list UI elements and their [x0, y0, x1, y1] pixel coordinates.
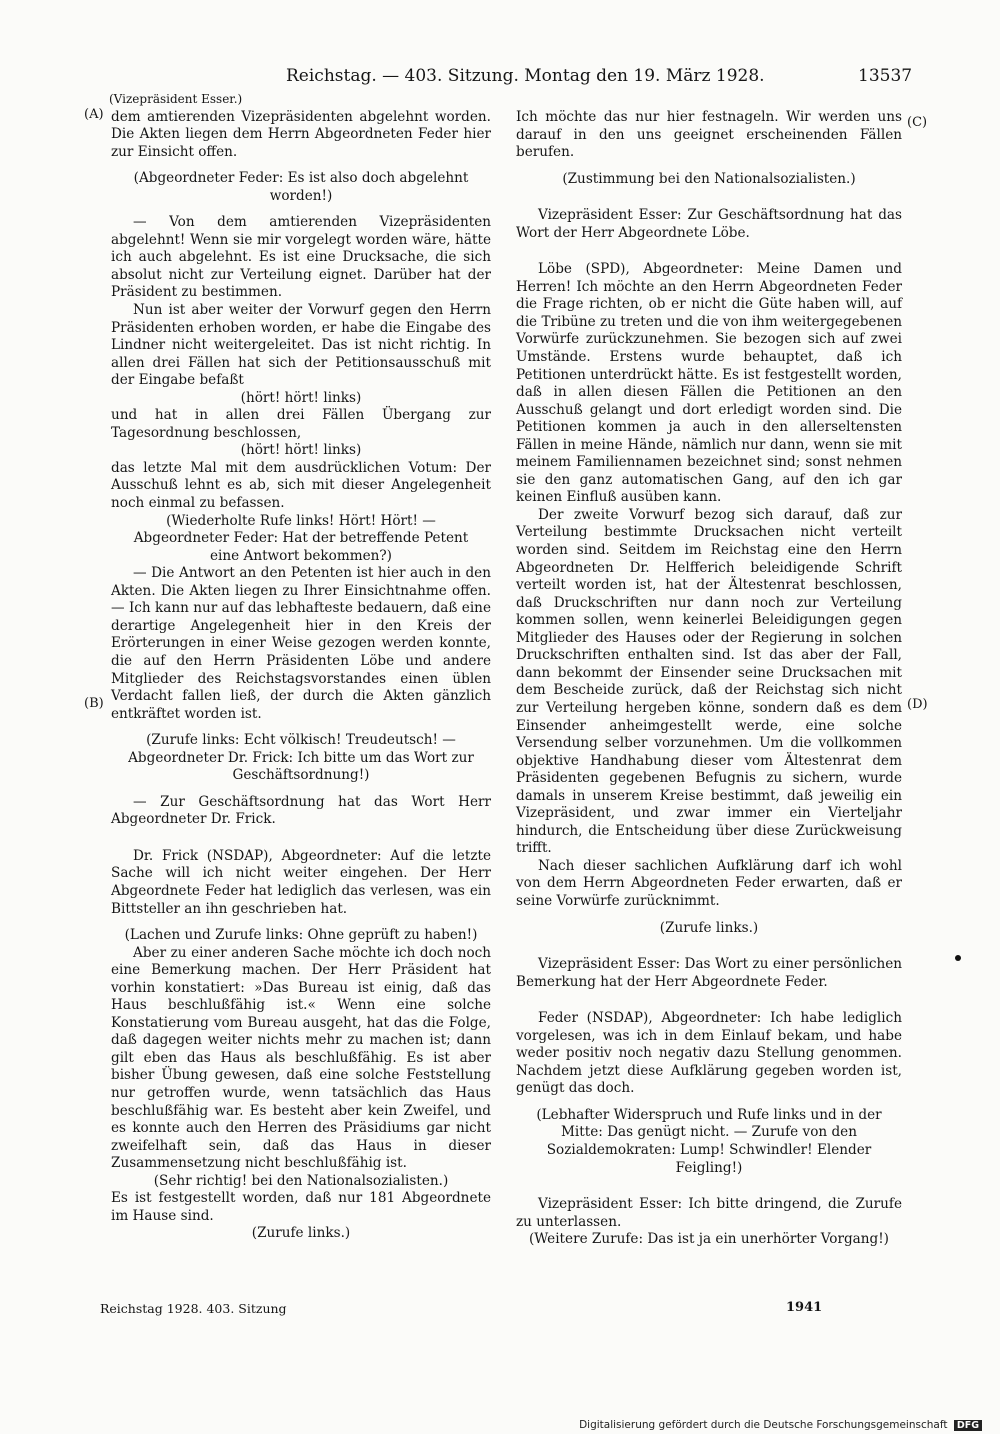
chair-statement: Vizepräsident Esser: Zur Geschäftsordnung hat das Wort der Herr Abgeordnete Löbe.: [516, 207, 902, 241]
interjection: (Lachen und Zurufe links: Ohne geprüft zu haben!): [124, 927, 478, 944]
paragraph: — Von dem amtierenden Vizepräsidenten abgelehnt! Wenn sie mir vorgelegt worden wäre, hätte ich auch abgelehnt. Es ist eine Drucksache, die sich absolut nicht zur Verteilung eignet. Darüber hat der Präsident zu bestimmen.: [111, 214, 491, 301]
paragraph: — Die Antwort an den Petenten ist hier auch in den Akten. Die Akten liegen zu Ihrer Einsichtnahme offen. — Ich kann nur auf das lebhafteste bedauern, daß eine derartige Angelegenheit hier in den Kreis der Erörterungen in einer Weise gezogen werden konnte, die auf den Herrn Präsidenten Löbe und andere Mitglieder des Reichstagsvorstandes einen üblen Verdacht fallen ließ, der durch die Akten gänzlich entkräftet worden ist.: [111, 565, 491, 722]
left-column: [111, 91, 491, 1243]
dfg-logo: DFG: [954, 1420, 982, 1431]
margin-mark-c: (C): [907, 115, 928, 130]
bullet-mark: [955, 955, 961, 961]
paragraph: und hat in allen drei Fällen Übergang zur Tagesordnung beschlossen,: [111, 407, 491, 441]
interjection: (hört! hört! links): [240, 442, 362, 459]
interjection: (Sehr richtig! bei den Nationalsozialisten.): [153, 1172, 449, 1189]
paragraph: das letzte Mal mit dem ausdrücklichen Votum: Der Ausschuß lehnt es ab, sich mit dieser Angelegenheit noch einmal zu befassen.: [111, 459, 491, 512]
paragraph: Aber zu einer anderen Sache möchte ich doch noch eine Bemerkung machen. Der Herr Präsident hat vorhin konstatiert: »Das Bureau ist einig, daß das Haus beschlußfähig ist.« Wenn eine solche Konstatierung vom Bureau ausgeht, hat das die Folge, daß dagegen weiter nichts mehr zu machen ist; dann gilt eben das Haus als beschlußfähig. Es ist aber bisher Übung gewesen, daß eine solche Feststellung nur getroffen wurde, wenn tatsächlich das Haus beschlußfähig war. Es besteht aber kein Zweifel, und es konnte auch den Herren des Präsidiums gar nicht zweifelhaft sein, daß das Haus in dieser Zusammensetzung nicht beschlußfähig ist.: [111, 944, 491, 1172]
footer-signature: Reichstag 1928. 403. Sitzung: [100, 1301, 287, 1316]
speaker-continuation: (Vizepräsident Esser.): [109, 92, 243, 106]
interjection: (Zustimmung bei den Nationalsozialisten.): [562, 170, 856, 187]
interjection: (hört! hört! links): [240, 389, 362, 406]
paragraph: Nach dieser sachlichen Aufklärung darf ich wohl von dem Herrn Abgeordneten Feder erwarten, daß er seine Vorwürfe zurücknimmt.: [516, 857, 902, 909]
speech-loebe: Löbe (SPD), Abgeordneter: Meine Damen und Herren! Ich möchte an den Herrn Abgeordneten Feder die Frage richten, ob er nicht die Güte haben will, auf die Tribüne zu treten und die von ihm weitergegebenen Vorwürfe zurückzunehmen. Sie bezogen sich auf zwei Umstände. Erstens wurde behauptet, daß ich Petitionen unterdrückt hätte. Es ist festgestellt worden, daß in allen diesen Fällen die Petitionen an den Ausschuß gelangt und dort erledigt worden sind. Die Petitionen kommen ja auch in den allerseltensten Fällen in meine Hände, nämlich nur dann, wenn sie mit meinem Familiennamen bezeichnet sind; sonst nehmen sie den ganz automatischen Gang, auf den ich gar keinen Einfluß ausüben kann.: [516, 261, 902, 506]
interjection: (Weitere Zurufe: Das ist ja ein unerhörter Vorgang!): [529, 1231, 889, 1248]
interjection: (Zurufe links: Echt völkisch! Treudeutsch! — Abgeordneter Dr. Frick: Ich bitte um das Wort zur Geschäftsordnung!): [128, 732, 474, 784]
digitization-credit: [579, 1419, 982, 1431]
margin-mark-a: (A): [84, 107, 104, 122]
speech-feder: Feder (NSDAP), Abgeordneter: Ich habe lediglich vorgelesen, was ich in dem Einlauf bekam, und habe weder positiv noch negativ dazu Stellung genommen. Nachdem jetzt diese Aufklärung gegeben worden ist, genügt das doch.: [516, 1010, 902, 1097]
margin-mark-d: (D): [907, 697, 928, 712]
right-column: [516, 109, 902, 1249]
paragraph: Ich möchte das nur hier festnageln. Wir werden uns darauf in den uns geeignet erscheinenden Fällen berufen.: [516, 109, 902, 161]
paragraph: dem amtierenden Vizepräsidenten abgelehnt worden. Die Akten liegen dem Herrn Abgeordneten Feder hier zur Einsicht offen.: [111, 108, 491, 160]
interjection: (Abgeordneter Feder: Es ist also doch abgelehnt worden!): [133, 170, 469, 204]
paragraph: Nun ist aber weiter der Vorwurf gegen den Herrn Präsidenten erhoben worden, er habe die Eingabe des Lindner nicht weitergeleitet. Das ist nicht richtig. In allen drei Fällen hat sich der Petitionsausschuß mit der Eingabe befaßt: [111, 302, 491, 389]
credit-text: Digitalisierung gefördert durch die Deutsche Forschungsgemeinschaft: [579, 1419, 948, 1431]
speech-frick: Dr. Frick (NSDAP), Abgeordneter: Auf die letzte Sache will ich nicht weiter eingehen. Der Herr Abgeordnete Feder hat lediglich das verlesen, was ein Bittsteller an ihn geschrieben hat.: [111, 847, 491, 917]
interjection: (Wiederholte Rufe links! Hört! Hört! — Abgeordneter Feder: Hat der betreffende Petent eine Antwort bekommen?): [133, 512, 469, 564]
margin-mark-b: (B): [84, 696, 104, 711]
interjection: (Zurufe links.): [251, 1225, 351, 1242]
chair-statement: Vizepräsident Esser: Das Wort zu einer persönlichen Bemerkung hat der Herr Abgeordnete Feder.: [516, 956, 902, 990]
paragraph: Der zweite Vorwurf bezog sich darauf, daß zur Verteilung bestimmte Drucksachen nicht verteilt worden sind. Seitdem im Reichstag eine den Herrn Abgeordneten Dr. Helfferich beleidigende Schrift verteilt worden ist, hat der Ältestenrat beschlossen, daß Druckschriften nur dann noch zur Verteilung kommen sollen, wenn keinerlei Beleidigungen gegen Mitglieder des Hauses oder der Regierung in solchen Druckschriften enthalten sind. Ist das aber der Fall, dann bekommt der Einsender seine Drucksachen mit dem Bescheide zurück, daß der Reichstag sich nicht zur Verteilung hergeben könne, sondern daß es dem Einsender anheimgestellt werde, eine solche Versendung selber vorzunehmen. Um die vollkommen objektive Handhabung dieser vom Ältestenrat dem Präsidenten gegebenen Befugnis zu sichern, wurde damals in unserem Kreise bestimmt, daß jeweilig ein Vizepräsident, und zwar immer ein Vierteljahr hindurch, die Entscheidung über diese Zurückweisung trifft.: [516, 506, 902, 857]
paragraph: Es ist festgestellt worden, daß nur 181 Abgeordnete im Hause sind.: [111, 1190, 491, 1224]
running-header: Reichstag. — 403. Sitzung. Montag den 19. März 1928.: [286, 66, 765, 86]
interjection: (Lebhafter Widerspruch und Rufe links und in der Mitte: Das genügt nicht. — Zurufe von den Sozialdemokraten: Lump! Schwindler! Elender Feigling!): [536, 1106, 882, 1176]
paragraph: — Zur Geschäftsordnung hat das Wort Herr Abgeordneter Dr. Frick.: [111, 793, 491, 828]
interjection: (Zurufe links.): [659, 919, 759, 936]
footer-sheet-number: 1941: [786, 1300, 823, 1315]
page-number: 13537: [858, 66, 913, 86]
chair-statement: Vizepräsident Esser: Ich bitte dringend, die Zurufe zu unterlassen.: [516, 1196, 902, 1230]
